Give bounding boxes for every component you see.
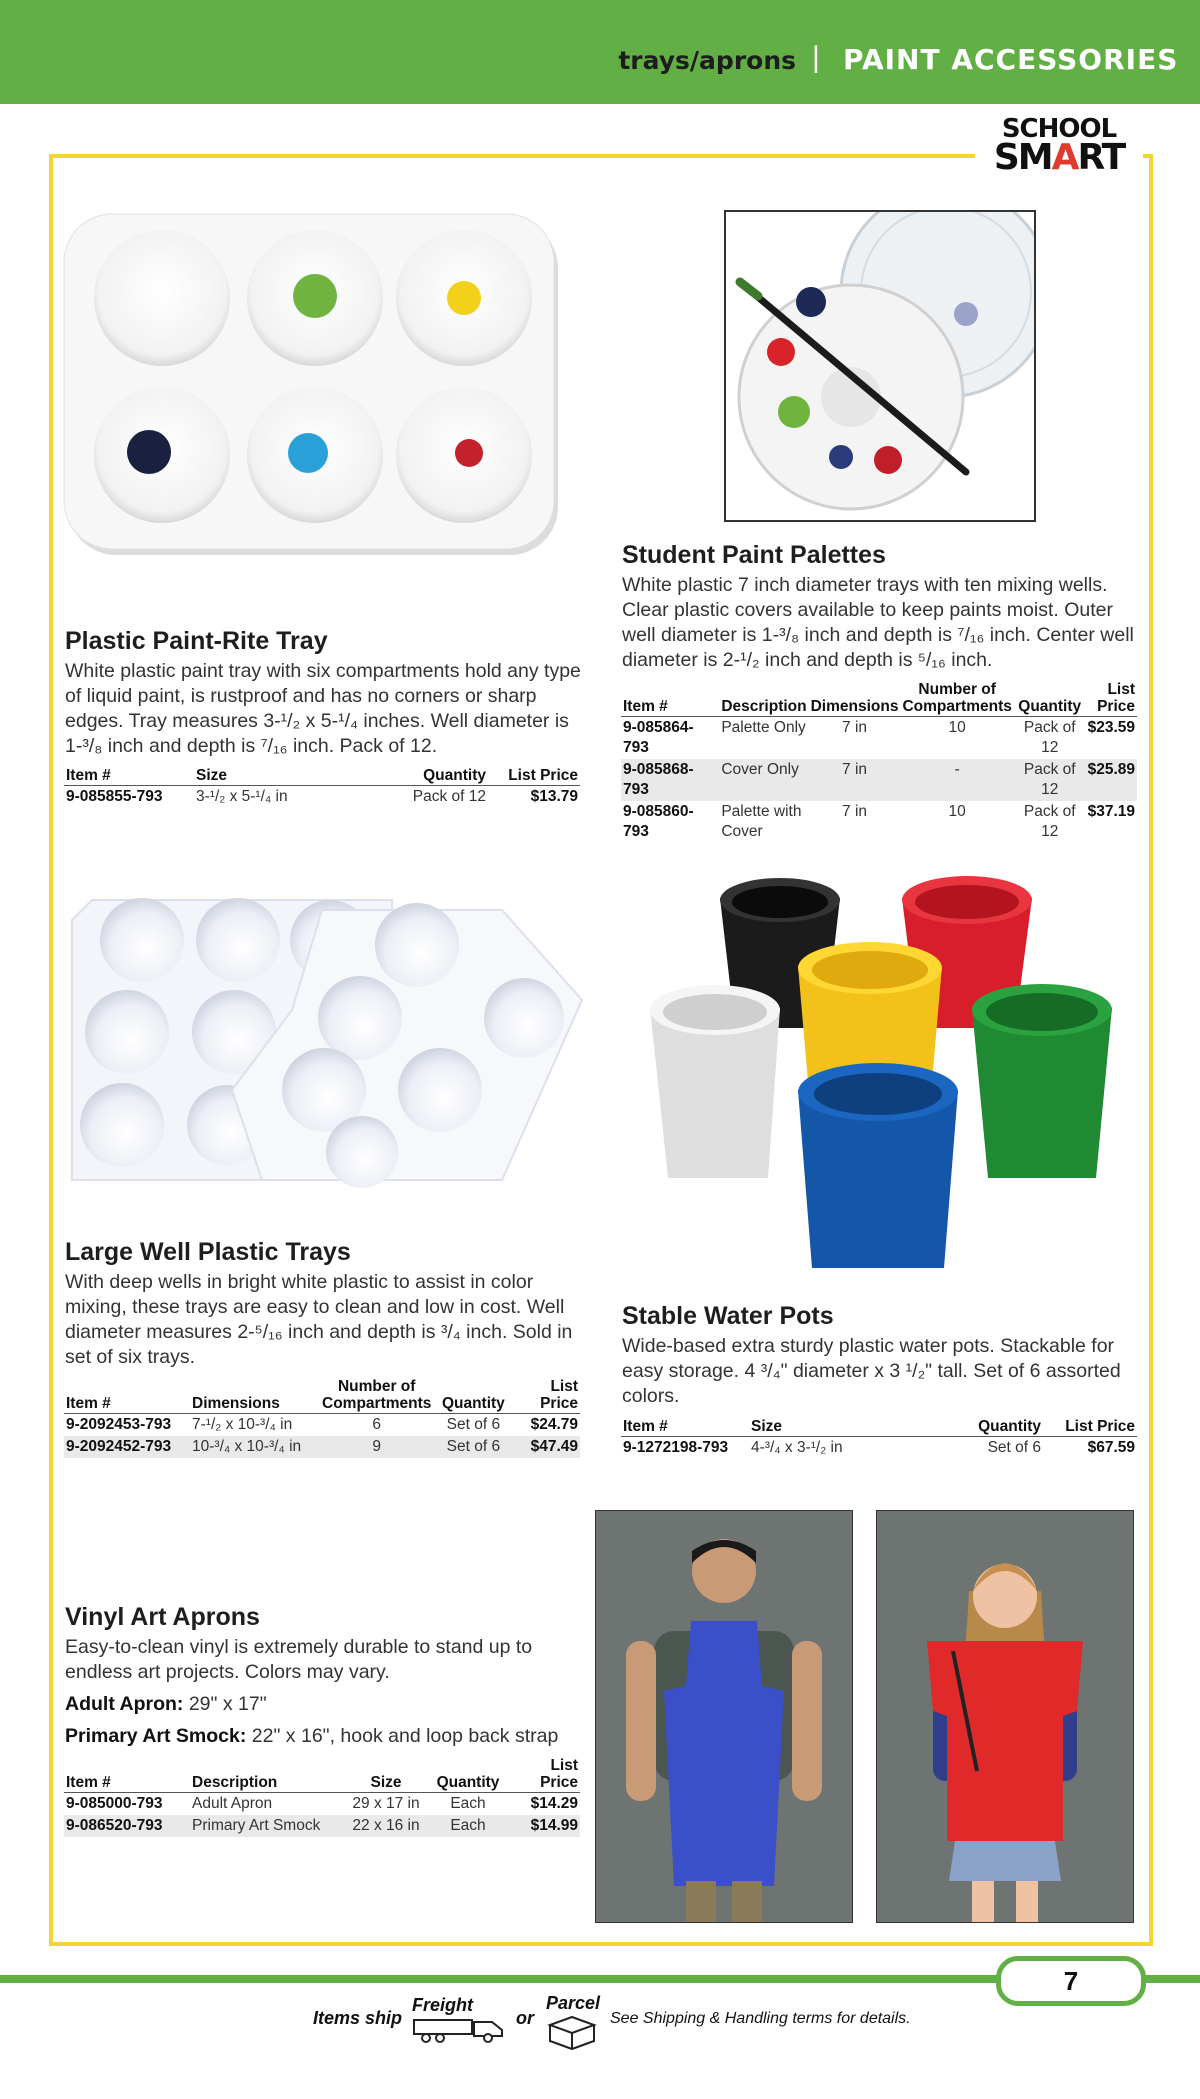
primary-art-smock-photo <box>876 1510 1134 1923</box>
adult-apron-size: Adult Apron: 29" x 17" <box>65 1693 267 1715</box>
school-smart-logo: SCHOOL SMART <box>975 116 1143 178</box>
product-title: Student Paint Palettes <box>622 541 886 569</box>
product-description: Wide-based extra sturdy plastic water pots. Stackable for easy storage. 4 ³/₄" diameter x 3 ¹/₂" tall. Set of 6 assorted colors. <box>622 1335 1121 1407</box>
table-row: 9-085000-793 Adult Apron 29 x 17 in Each $14.29 <box>66 1795 578 1812</box>
water-pots-image <box>640 858 1120 1288</box>
page-title: PAINT ACCESSORIES <box>843 43 1179 76</box>
items-ship-text: Items ship <box>313 2008 403 2028</box>
product-title: Large Well Plastic Trays <box>65 1238 351 1266</box>
page-header <box>0 0 1200 104</box>
freight-label: Freight <box>412 1995 473 2015</box>
large-well-trays-image <box>62 890 587 1190</box>
table-row: 9-085860-793 Palette with Cover 7 in 10 Pack of 12 $37.19 <box>623 803 1135 840</box>
art-smock-size: Primary Art Smock: 22" x 16", hook and loop back strap <box>65 1725 559 1747</box>
parcel-box-icon <box>544 2015 600 2051</box>
shipping-terms-note: See Shipping & Handling terms for details. <box>610 2010 911 2027</box>
paint-tray-image <box>62 210 568 560</box>
product-description: White plastic 7 inch diameter trays with ten mixing wells. Clear plastic covers available to keep paints moist. Outer well diameter is 1-³/₈ inch and depth is ⁷/₁₆ inch. Center well diameter is 2-¹/₂ inch and depth is ⁵/₁₆ inch. <box>622 574 1134 671</box>
product-title: Stable Water Pots <box>622 1302 834 1330</box>
product-description: With deep wells in bright white plastic to assist in color mixing, these trays are easy to clean and low in cost. Well diameter measures 2-⁵/₁₆ inch and depth is ³/₄ inch. Sold in set of six trays. <box>65 1271 573 1368</box>
product-title: Plastic Paint-Rite Tray <box>65 627 328 655</box>
product-table: Item # Description Dimensions Number of Compartments Quantity List Price 9-085864-793 Palette Only 7 in 10 Pack of 12 $23.59 9-085868-793 Cover Only 7 in - Pack of 12 $25.89 9-085860-793 Palette with Cover 7 in 10 Pack of 12 $37.19 <box>621 681 1137 843</box>
product-table: Item # Size Quantity List Price 9-1272198-793 4-³/₄ x 3-¹/₂ in Set of 6 $67.59 <box>621 1418 1137 1459</box>
product-table: Item # Size Quantity List Price 9-085855-793 3-¹/₂ x 5-¹/₄ in Pack of 12 $13.79 <box>64 767 580 808</box>
product-title: Vinyl Art Aprons <box>65 1603 260 1631</box>
product-table: Item # Description Size Quantity List Price 9-085000-793 Adult Apron 29 x 17 in Each $14.29 9-086520-793 Primary Art Smock 22 x 16 in Each $14.99 <box>64 1757 580 1837</box>
product-table: Item # Dimensions Number of Compartments Quantity List Price 9-2092453-793 7-¹/₂ x 10-³/₄ in 6 Set of 6 $24.79 9-2092452-793 10-³/₄ x 10-³/₄ in 9 Set of 6 $47.49 <box>64 1378 580 1458</box>
page-number: 7 <box>996 1956 1146 2006</box>
table-row: 9-085864-793 Palette Only 7 in 10 Pack of 12 $23.59 <box>623 719 1135 756</box>
or-text: or <box>516 2008 534 2028</box>
section-label: trays/aprons <box>618 46 796 75</box>
adult-apron-photo <box>595 1510 853 1923</box>
freight-truck-icon <box>412 2016 508 2044</box>
table-row: 9-1272198-793 4-³/₄ x 3-¹/₂ in Set of 6 $67.59 <box>623 1439 1135 1456</box>
table-row: 9-2092452-793 10-³/₄ x 10-³/₄ in 9 Set of 6 $47.49 <box>64 1436 580 1458</box>
table-row: 9-086520-793 Primary Art Smock 22 x 16 in Each $14.99 <box>64 1815 580 1837</box>
table-row: 9-085868-793 Cover Only 7 in - Pack of 12 $25.89 <box>621 759 1137 801</box>
header-separator: | <box>812 41 820 74</box>
student-palette-image <box>724 210 1036 522</box>
table-row: 9-085855-793 3-¹/₂ x 5-¹/₄ in Pack of 12 $13.79 <box>66 788 578 805</box>
table-row: 9-2092453-793 7-¹/₂ x 10-³/₄ in 6 Set of 6 $24.79 <box>66 1416 578 1433</box>
product-description: Easy-to-clean vinyl is extremely durable to stand up to endless art projects. Colors may vary. <box>65 1636 533 1683</box>
parcel-label: Parcel <box>546 1993 601 2013</box>
product-description: White plastic paint tray with six compartments hold any type of liquid paint, is rustproof and has no corners or sharp edges. Tray measures 3-¹/₂ x 5-¹/₄ inches. Well diameter is 1-³/₈ inch and depth is ⁷/₁₆ inch. Pack of 12. <box>65 660 581 757</box>
